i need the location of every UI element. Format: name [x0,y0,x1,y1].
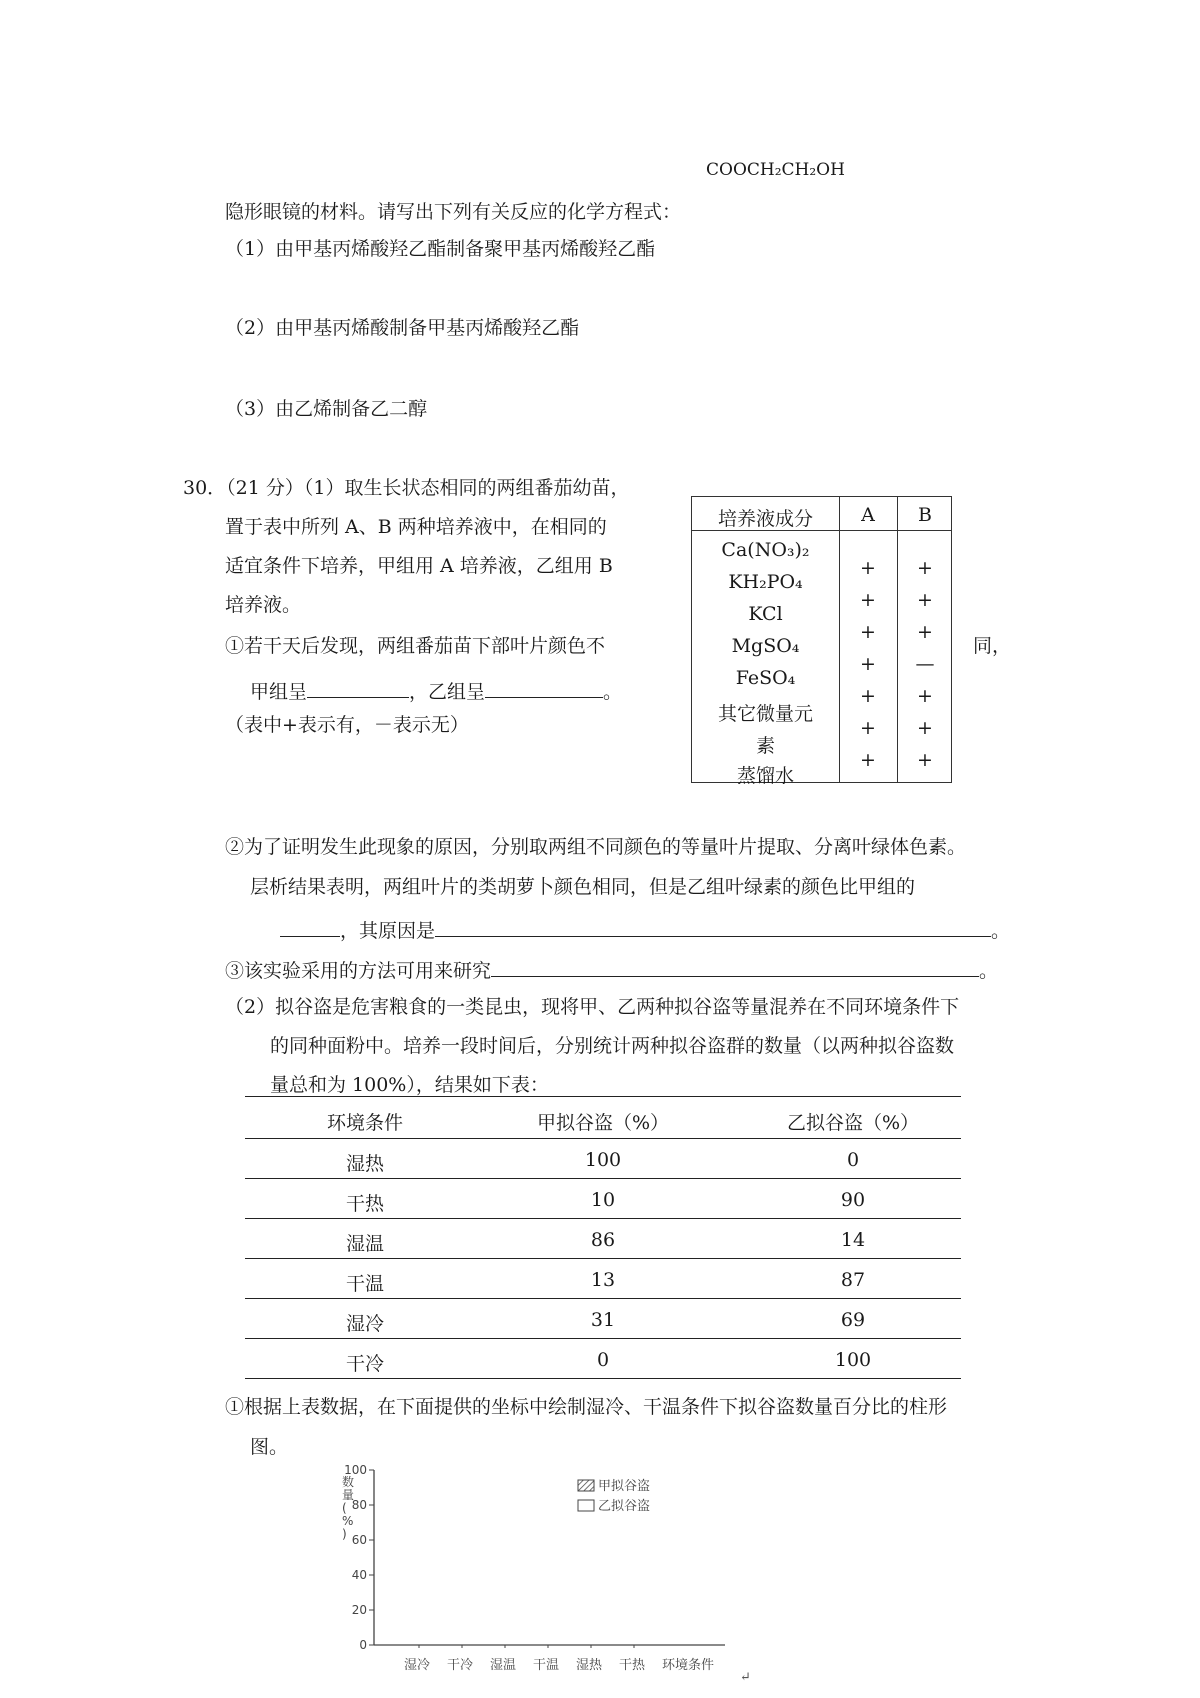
formula-fragment: COOCH₂CH₂OH [706,160,845,180]
part2-line2: 的同种面粉中。培养一段时间后，分别统计两种拟谷盗群的数量（以两种拟谷盗数 [270,1035,955,1057]
y-tick-label: 20 [351,1603,367,1617]
q30-line6-a: 甲组呈 [250,681,308,703]
header-yi: 乙拟谷盗（%） [786,1112,920,1134]
table-cell: 31 [590,1309,616,1331]
table-cell: 干热 [345,1193,384,1215]
y-axis-label: 数量( % ) [342,1475,355,1541]
table-cell: 0 [596,1349,610,1371]
component-feso4: FeSO₄ [735,667,796,689]
q30-line1: 30．（21 分）（1）取生长状态相同的两组番茄幼苗， [183,477,630,499]
component-mgso4: MgSO₄ [731,635,800,657]
draw-line1: ①根据上表数据，在下面提供的坐标中绘制湿冷、干温条件下拟谷盗数量百分比的柱形 [225,1396,948,1418]
nutrient-table [691,496,952,787]
component-cano3: Ca(NO₃)₂ [721,539,810,561]
y-tick-label: 0 [359,1638,367,1652]
p2-line2: 层析结果表明，两组叶片的类胡萝卜颜色相同，但是乙组叶绿素的颜色比甲组的 [250,876,916,898]
component-trace: 其它微量元 [717,703,813,725]
table-cell: 干温 [345,1273,384,1295]
q30-line5: ①若干天后发现，两组番茄苗下部叶片颜色不 [225,635,606,657]
cell-b: — [915,653,935,675]
table-cell: 14 [840,1229,866,1251]
table-cell: 13 [590,1269,616,1291]
p3-b: 。 [979,960,999,982]
answer-blank-group-b[interactable] [485,679,603,698]
header-condition: 环境条件 [326,1112,403,1134]
q30-line3: 适宜条件下培养，甲组用 A 培养液，乙组用 B [225,555,613,577]
x-axis-label: 环境条件 [662,1658,715,1673]
cell-a: + [860,749,876,771]
table-rule [245,1298,961,1299]
table-cell: 湿冷 [345,1313,384,1335]
q29-item3: （3）由乙烯制备乙二醇 [225,398,428,420]
p3-line [225,958,998,981]
chart-svg [320,1460,740,1675]
category-label: 湿冷 [404,1658,431,1673]
header-component: 培养液成分 [717,508,813,530]
part2-line1: （2）拟谷盗是危害粮食的一类昆虫，现将甲、乙两种拟谷盗等量混养在不同环境条件下 [225,996,960,1018]
y-tick-label: 60 [351,1533,367,1547]
table-rule [245,1138,961,1139]
cell-b: + [917,557,933,579]
table-cell: 0 [846,1149,860,1171]
q30-line5-end: 同， [973,635,1012,657]
q30-line6 [250,679,622,702]
cell-a: + [860,621,876,643]
cell-a: + [860,589,876,611]
category-label: 湿温 [490,1658,517,1673]
p2-line1: ②为了证明发生此现象的原因，分别取两组不同颜色的等量叶片提取、分离叶绿体色素。 [225,836,967,858]
component-kcl: KCl [748,603,783,625]
header-b: B [918,504,932,526]
table-cell: 100 [834,1349,872,1371]
answer-blank-research[interactable] [491,958,979,977]
legend-label: 甲拟谷盗 [598,1479,651,1494]
header-jia: 甲拟谷盗（%） [536,1112,670,1134]
legend-swatch [578,1480,594,1491]
component-kh2po4: KH₂PO₄ [728,571,803,593]
cell-a: + [860,557,876,579]
p2-line3-a: ，其原因是 [340,920,436,942]
category-label: 湿热 [576,1658,603,1673]
table-rule [245,1096,961,1097]
table-rule [245,1338,961,1339]
draw-line2: 图。 [250,1436,289,1458]
table-rule [245,1378,961,1379]
header-a: A [861,504,875,526]
cell-a: + [860,653,876,675]
bar-chart [320,1460,740,1675]
q30-line6-b: ，乙组呈 [409,681,486,703]
component-trace-cont: 素 [755,735,775,757]
legend-label: 乙拟谷盗 [598,1499,651,1514]
cell-b: + [917,685,933,707]
y-tick-label: 100 [344,1463,367,1477]
y-tick-label: 80 [351,1498,367,1512]
cell-a: + [860,717,876,739]
cell-a: + [860,685,876,707]
cell-b: + [917,589,933,611]
legend-swatch [578,1500,594,1511]
q30-line4: 培养液。 [225,594,302,616]
table-cell: 湿温 [345,1233,384,1255]
q30-line7: （表中+表示有，－表示无） [225,714,469,736]
cell-b: + [917,717,933,739]
table-cell: 10 [590,1189,616,1211]
table-cell: 87 [840,1269,866,1291]
table-rule [245,1178,961,1179]
q29-item1: （1）由甲基丙烯酸羟乙酯制备聚甲基丙烯酸羟乙酯 [225,238,656,260]
table-cell: 86 [590,1229,616,1251]
table-cell: 湿热 [345,1153,384,1175]
table-cell: 100 [584,1149,622,1171]
category-label: 干冷 [447,1658,474,1673]
y-tick-label: 40 [351,1568,367,1582]
q30-line2: 置于表中所列 A、B 两种培养液中，在相同的 [225,516,607,538]
answer-blank-group-a[interactable] [307,679,409,698]
q29-item2: （2）由甲基丙烯酸制备甲基丙烯酸羟乙酯 [225,317,580,339]
category-label: 干温 [533,1658,560,1673]
part2-line3: 量总和为 100%），结果如下表： [270,1074,549,1096]
intro-line: 隐形眼镜的材料。请写出下列有关反应的化学方程式： [225,201,682,223]
table-cell: 干冷 [345,1353,384,1375]
table-rule [245,1218,961,1219]
q30-line6-c: 。 [603,681,623,703]
table-cell: 69 [840,1309,866,1331]
answer-blank-color[interactable] [280,918,340,937]
table-cell: 90 [840,1189,866,1211]
cell-b: + [917,621,933,643]
p2-line3 [280,918,1010,941]
page-mark: ↵ [740,1670,751,1685]
category-label: 干热 [619,1658,646,1673]
p2-line3-b: 。 [991,920,1011,942]
p3-a: ③该实验采用的方法可用来研究 [225,960,492,982]
cell-b: + [917,749,933,771]
answer-blank-reason[interactable] [435,918,991,937]
component-water: 蒸馏水 [736,765,794,787]
table-rule [245,1258,961,1259]
